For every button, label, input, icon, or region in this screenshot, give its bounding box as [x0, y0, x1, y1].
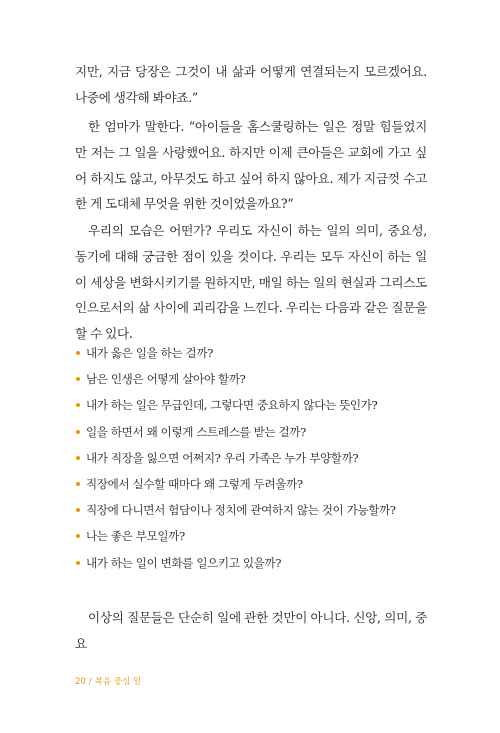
question-text: 직장에서 실수할 때마다 왜 그렇게 두려울까? [86, 476, 303, 491]
question-list [76, 340, 436, 576]
bullet-icon [76, 351, 80, 355]
question-item [76, 497, 436, 523]
bullet-icon [76, 534, 80, 538]
paragraph-continued: 지만, 지금 당장은 그것이 내 삶과 어떻게 연결되는지 모르겠어요. 나중에 생각해 봐야죠.” [75, 64, 427, 105]
paragraph-our-situation [75, 218, 427, 347]
bullet-icon [76, 561, 80, 565]
paragraph-mother-quote [75, 114, 427, 217]
question-text: 내가 하는 일이 변화를 일으키고 있을까? [86, 555, 282, 570]
bullet-icon [76, 508, 80, 512]
paragraph-mother-quote-text: 한 엄마가 말한다. “아이들을 홈스쿨링하는 일은 정말 힘들었지만 저는 그 일을 사랑했어요. 하지만 이제 큰아들은 교회에 가고 싶어 하지도 않고, 아무것도 하고 싶어 하지 않아요. 제가 지금껏 수고한 게 도대체 무엇을 위한 것이었을까요?” [75, 119, 427, 212]
bullet-icon [76, 377, 80, 381]
question-item [76, 392, 436, 418]
question-text: 내가 하는 일은 무급인데, 그렇다면 중요하지 않다는 뜻인가? [86, 398, 378, 413]
bullet-icon [76, 482, 80, 486]
question-text: 일을 하면서 왜 이렇게 스트레스를 받는 걸까? [86, 424, 306, 439]
question-text: 나는 좋은 부모일까? [86, 529, 185, 544]
bullet-icon [76, 430, 80, 434]
paragraph-following-text: 이상의 질문들은 단순히 일에 관한 것만이 아니다. 신앙, 의미, 중요 [75, 610, 427, 651]
question-item [76, 419, 436, 445]
question-item [76, 445, 436, 471]
question-item [76, 471, 436, 497]
question-item [76, 340, 436, 366]
page-footer [75, 675, 141, 687]
question-item [76, 366, 436, 392]
question-item [76, 550, 436, 576]
page-number: 20 [75, 677, 86, 687]
paragraph-following [75, 605, 427, 657]
footer-separator: / [88, 677, 92, 687]
question-text: 직장에 다니면서 험담이나 정치에 관여하지 않는 것이 가능할까? [86, 503, 396, 518]
question-text: 내가 옳은 일을 하는 걸까? [86, 346, 213, 360]
bullet-icon [76, 403, 80, 407]
question-text: 남은 인생은 어떻게 살아야 할까? [86, 372, 246, 387]
question-text: 내가 직장을 잃으면 어쩌지? 우리 가족은 누가 부양할까? [86, 450, 359, 465]
question-item [76, 523, 436, 549]
paragraph-our-situation-text: 우리의 모습은 어떤가? 우리도 자신이 하는 일의 의미, 중요성, 동기에 대해 궁금한 점이 있을 것이다. 우리는 모두 자신이 하는 일이 세상을 변화시키기를 원하지만, 매일 하는 일의 현실과 그리스도인으로서의 삶 사이에 괴리감을 느낀다. 우리는 다음과 같은 질문을 할 수 있다. [75, 223, 427, 342]
book-title: 복음 중심 일 [94, 677, 142, 687]
bullet-icon [76, 456, 80, 460]
